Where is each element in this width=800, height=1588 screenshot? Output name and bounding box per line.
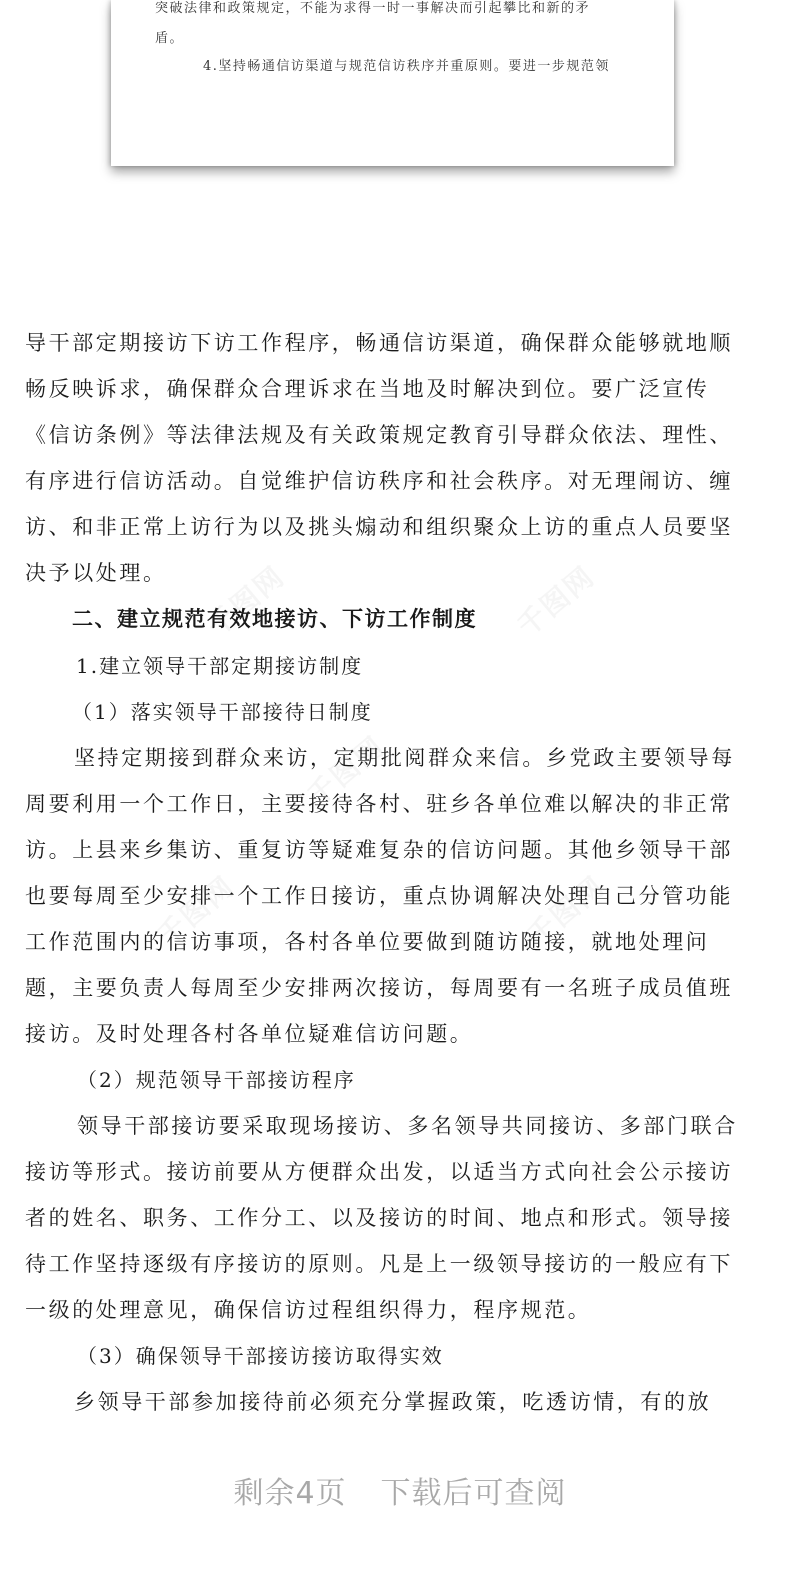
- watermark: 千图网: [520, 869, 612, 953]
- body-line: 有序进行信访活动。自觉维护信访秩序和社会秩序。对无理闹访、缠: [25, 469, 733, 493]
- watermark: 千图网: [300, 729, 392, 813]
- preview-line: 突破法律和政策规定，不能为求得一时一事解决而引起攀比和新的矛: [155, 1, 591, 16]
- body-line: 周要利用一个工作日，主要接待各村、驻乡各单位难以解决的非正常: [25, 792, 733, 816]
- preview-line: 盾。: [155, 31, 185, 46]
- body-line: 《信访条例》等法律法规及有关政策规定教育引导群众依法、理性、: [25, 423, 733, 447]
- body-line: 也要每周至少安排一个工作日接访，重点协调解决处理自己分管功能: [25, 884, 733, 908]
- body-line: 畅反映诉求，确保群众合理诉求在当地及时解决到位。要广泛宣传: [25, 377, 710, 401]
- body-line: 领导干部接访要采取现场接访、多名领导共同接访、多部门联合: [77, 1114, 738, 1138]
- body-line: 导干部定期接访下访工作程序，畅通信访渠道，确保群众能够就地顺: [25, 331, 733, 355]
- body-line: 接访。及时处理各村各单位疑难信访问题。: [25, 1022, 474, 1046]
- body-line: 工作范围内的信访事项，各村各单位要做到随访随接，就地处理问: [25, 930, 710, 954]
- subsection-heading: （1）落实领导干部接待日制度: [72, 700, 373, 724]
- body-line: 决予以处理。: [25, 561, 167, 585]
- watermark: 千图网: [150, 869, 242, 953]
- subsection-heading: （3）确保领导干部接访接访取得实效: [77, 1344, 444, 1368]
- remaining-pages-label: 剩余4页: [233, 1476, 347, 1511]
- body-line: 待工作坚持逐级有序接访的原则。凡是上一级领导接访的一般应有下: [25, 1252, 733, 1276]
- download-prompt[interactable]: [0, 1468, 800, 1512]
- subsection-heading: 1.建立领导干部定期接访制度: [76, 654, 364, 678]
- preview-page-card: [111, 0, 674, 166]
- body-line: 接访等形式。接访前要从方便群众出发，以适当方式向社会公示接访: [25, 1160, 733, 1184]
- watermark: 千图网: [200, 559, 292, 643]
- watermark: 千图网: [510, 559, 602, 643]
- preview-line: 4.坚持畅通信访渠道与规范信访秩序并重原则。要进一步规范领: [203, 59, 610, 74]
- body-line: 访、和非正常上访行为以及挑头煽动和组织聚众上访的重点人员要坚: [25, 515, 733, 539]
- body-line: 题，主要负责人每周至少安排两次接访，每周要有一名班子成员值班: [25, 976, 733, 1000]
- body-line: 一级的处理意见，确保信访过程组织得力，程序规范。: [25, 1298, 592, 1322]
- body-line: 坚持定期接到群众来访，定期批阅群众来信。乡党政主要领导每: [74, 746, 735, 770]
- body-line: 乡领导干部参加接待前必须充分掌握政策，吃透访情，有的放: [74, 1390, 712, 1414]
- body-line: 访。上县来乡集访、重复访等疑难复杂的信访问题。其他乡领导干部: [25, 838, 733, 862]
- body-line: 者的姓名、职务、工作分工、以及接访的时间、地点和形式。领导接: [25, 1206, 733, 1230]
- subsection-heading: （2）规范领导干部接访程序: [77, 1068, 356, 1092]
- download-to-view-label: 下载后可查阅: [380, 1476, 567, 1511]
- section-heading: 二、建立规范有效地接访、下访工作制度: [72, 607, 477, 631]
